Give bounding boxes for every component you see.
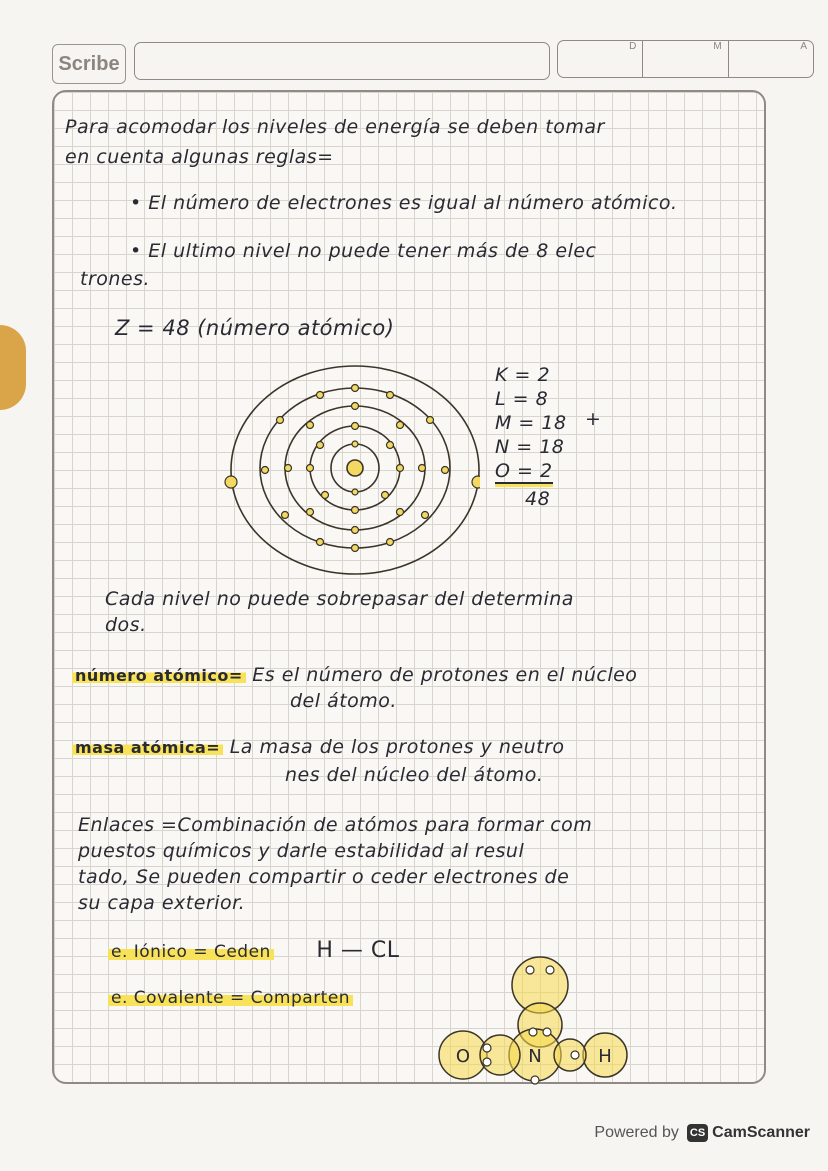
level-l: L = 8 [495,388,549,410]
year-label: A [800,41,807,52]
powered-by-text: Powered by [594,1124,679,1141]
molecule-diagram [425,950,655,1110]
atom-h-label: H [598,1046,612,1067]
cada-nivel-line-1: Cada nivel no puede sobrepasar del determina [105,588,574,610]
level-o: O = 2 [495,460,553,482]
level-m: M = 18 [495,412,567,434]
numero-atomico-text: Es el número de protones en el núcleo [252,664,638,686]
plus-sign: + [585,408,602,430]
enlaces-line-1: Enlaces =Combinación de atómos para formar com [78,814,593,836]
level-total: 48 [525,488,551,510]
enlaces-line-3: tado, Se pueden compartir o ceder electrones de [78,866,570,888]
masa-atomica-definition [72,736,565,758]
intro-line-2: en cuenta algunas reglas= [65,146,334,168]
ionico-line [108,938,400,963]
numero-atomico-text-2: del átomo. [290,690,397,712]
atom-o-label: O [455,1046,471,1067]
level-k: K = 2 [495,364,551,386]
level-n: N = 18 [495,436,565,458]
enlaces-line-4: su capa exterior. [78,892,246,914]
ionico-example: H — CL [316,938,400,963]
day-label: D [629,41,637,52]
ionico-term: e. Iónico = Ceden [108,942,274,962]
camscanner-footer [594,1124,810,1142]
intro-line-1: Para acomodar los niveles de energía se deben tomar [65,116,605,138]
atomic-number-line: Z = 48 (número atómico) [115,316,395,340]
finger-shadow [0,325,26,410]
numero-atomico-term: número atómico= [72,666,246,685]
scribe-logo: Scribe [52,44,126,84]
numero-atomico-definition [72,664,637,686]
masa-atomica-text-2: nes del núcleo del átomo. [285,764,544,786]
rule-1: • El número de electrones es igual al número atómico. [130,192,678,214]
masa-atomica-text: La masa de los protones y neutro [229,736,565,758]
camscanner-brand [687,1124,810,1142]
page-header [52,40,807,86]
masa-atomica-term: masa atómica= [72,738,223,757]
rule-2b: trones. [80,268,151,290]
month-label: M [713,41,722,52]
atom-diagram [220,360,480,580]
date-field [557,40,814,78]
rule-2a: • El ultimo nivel no puede tener más de 8 elec [130,240,597,262]
cada-nivel-line-2: dos. [105,614,147,636]
covalente-line [108,986,353,1008]
covalente-term: e. Covalente = Comparten [108,988,353,1008]
title-field [134,42,550,80]
enlaces-line-2: puestos químicos y darle estabilidad al resul [78,840,525,862]
nucleus [347,460,363,476]
camscanner-name: CamScanner [712,1124,810,1141]
camscanner-logo-icon: CS [687,1124,708,1142]
atom-n-label: N [528,1046,542,1067]
